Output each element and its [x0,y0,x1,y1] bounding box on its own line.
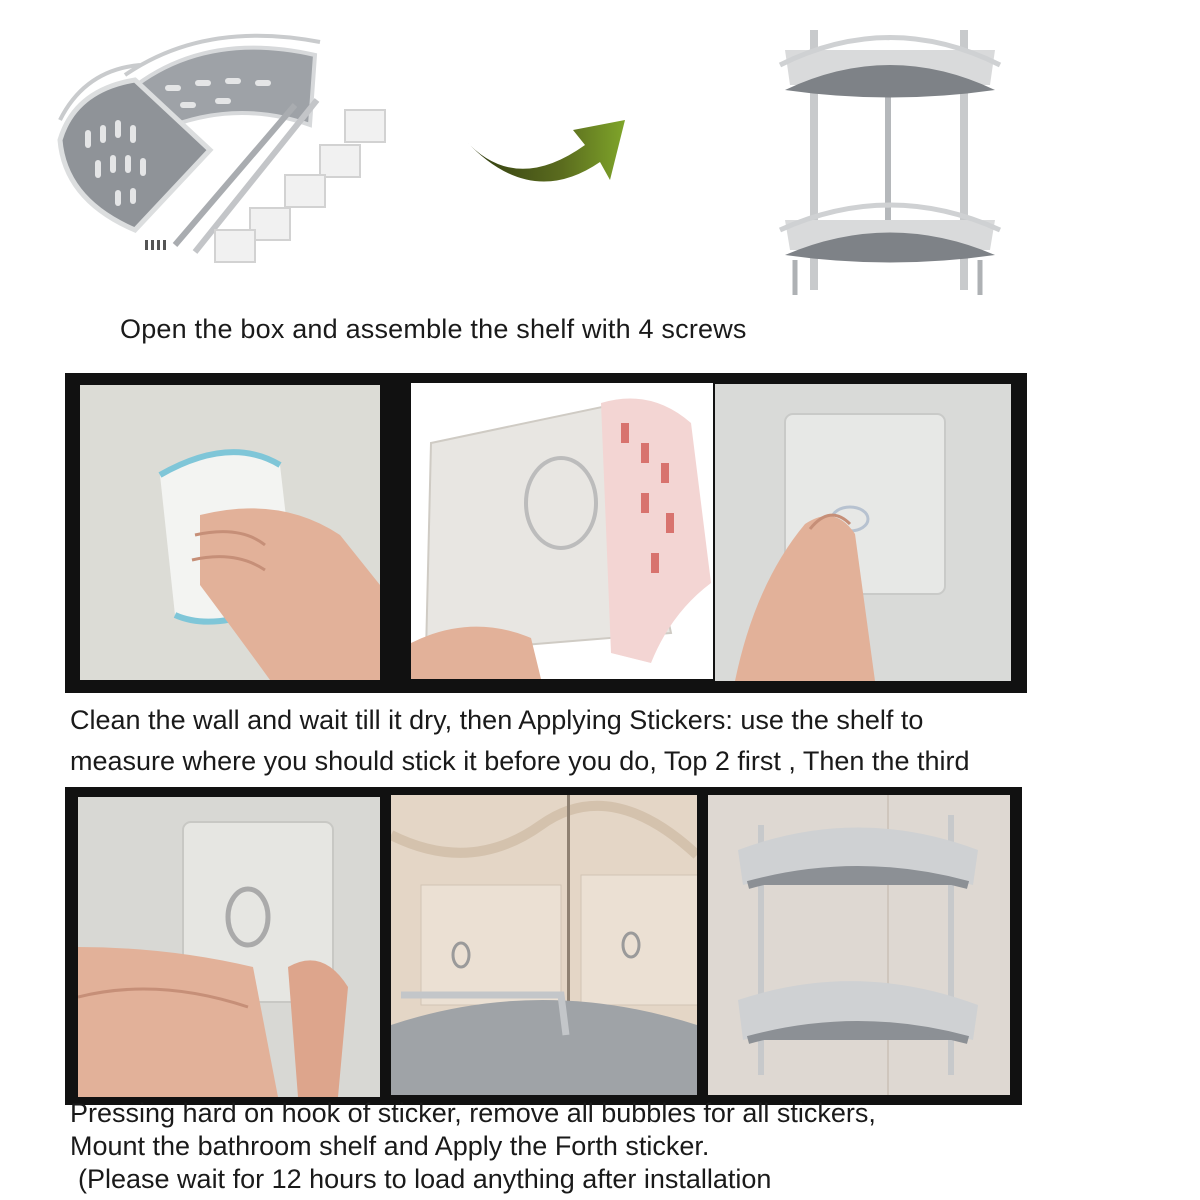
placing-sticker-photo [715,384,1011,681]
mounted-hooks-photo [391,795,697,1095]
step3-caption [70,1097,876,1196]
step3-caption-line: Mount the bathroom shelf and Apply the Forth sticker. [70,1131,710,1161]
step1-caption: Open the box and assemble the shelf with 4 screws [120,314,747,344]
step3-caption-line: Pressing hard on hook of sticker, remove all bubbles for all stickers, [70,1098,876,1128]
wiping-wall-photo [80,385,380,680]
assembled-shelf-image [765,10,1015,300]
shelf-kit-image [55,30,400,270]
step2-caption-line: measure where you should stick it before you do, Top 2 first , Then the third [70,746,970,776]
curved-arrow-icon [455,100,635,210]
step2-photo-strip [65,373,1027,693]
step3-caption-line: (Please wait for 12 hours to load anything after installation [78,1164,772,1194]
step2-caption [70,700,970,782]
step2-caption-line: Clean the wall and wait till it dry, then Applying Stickers: use the shelf to [70,705,924,735]
pressing-hook-photo [78,797,380,1097]
installed-shelf-photo [708,795,1010,1095]
step3-photo-strip [65,787,1022,1105]
peeling-sticker-photo [411,383,713,679]
